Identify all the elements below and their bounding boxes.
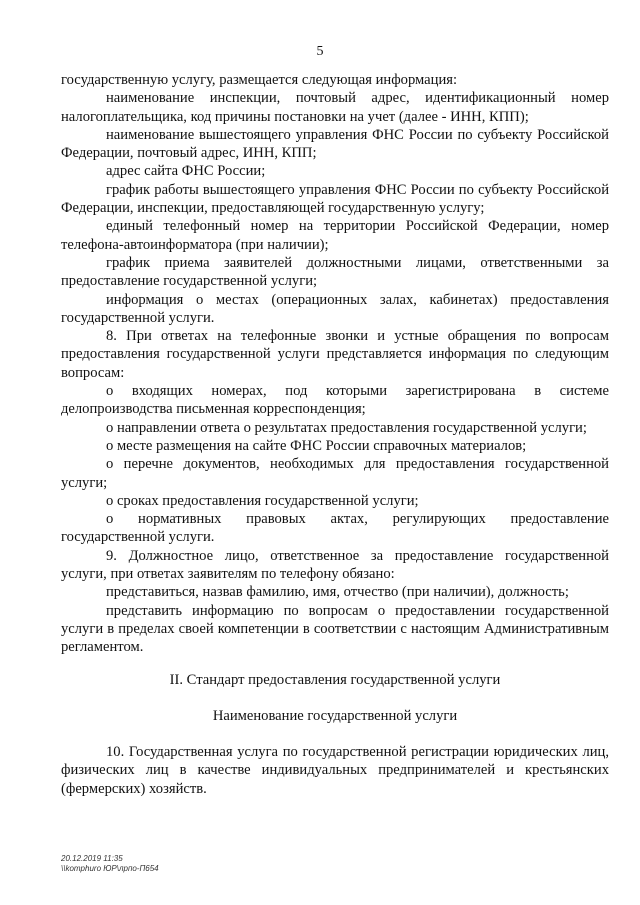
section-heading: II. Стандарт предоставления государственной услуги [169,671,501,688]
paragraph-10: 10. Государственная услуга по государственной регистрации юридических лиц, физических лиц в качестве индивидуальных предпринимателей и крестьянских (фермерских) хозяйств. [61,744,609,797]
paragraph: информация о местах (операционных залах, кабинетах) предоставления государственной услуги. [61,291,609,326]
paragraph: наименование вышестоящего управления ФНС России по субъекту Российской Федерации, почтовый адрес, ИНН, КПП; [61,126,609,162]
paragraph: представиться, назвав фамилию, имя, отчество (при наличии), должность; [106,584,569,601]
paragraph: о сроках предоставления государственной услуги; [106,492,419,509]
page-number: 5 [316,44,324,59]
footer-timestamp: 20.12.2019 11:35 [61,854,123,863]
paragraph: график приема заявителей должностными лицами, ответственными за предоставление государственной услуги; [61,254,609,290]
paragraph: о месте размещения на сайте ФНС России справочных материалов; [106,437,527,454]
paragraph: о входящих номерах, под которыми зарегистрирована в системе делопроизводства письменная корреспонденция; [61,383,609,418]
paragraph: график работы вышестоящего управления ФНС России по субъекту Российской Федерации, инспекции, предоставляющей государственную услугу; [61,181,609,217]
paragraph: 9. Должностное лицо, ответственное за предоставление государственной услуги, при ответах заявителям по телефону обязано: [61,547,609,583]
paragraph: о направлении ответа о результатах предоставления государственной услуги; [106,419,587,436]
subsection-heading: Наименование государственной услуги [212,707,458,724]
document-body [61,71,609,798]
paragraph: единый телефонный номер на территории Российской Федерации, номер телефона-автоинформатора (при наличии); [61,218,609,253]
paragraph: наименование инспекции, почтовый адрес, идентификационный номер налогоплательщика, код причины постановки на учет (далее - ИНН, КПП); [61,90,609,125]
paragraph: представить информацию по вопросам о предоставлении государственной услуги в пределах своей компетенции в соответствии с настоящим Административным регламентом. [61,602,609,656]
footer-stamp [61,854,159,874]
footer-file-path: \\komphuro ЮР\лрпо-П654 [61,864,159,873]
paragraph: государственную услугу, размещается следующая информация: [61,72,458,88]
paragraph: о перечне документов, необходимых для предоставления государственной услуги; [61,456,609,491]
paragraph: адрес сайта ФНС России; [106,163,266,180]
paragraph: о нормативных правовых актах, регулирующих предоставление государственной услуги. [61,511,609,546]
paragraph-list [61,71,609,657]
paragraph: 8. При ответах на телефонные звонки и устные обращения по вопросам предоставления государственной услуги представляется информация по следующим вопросам: [61,328,609,381]
